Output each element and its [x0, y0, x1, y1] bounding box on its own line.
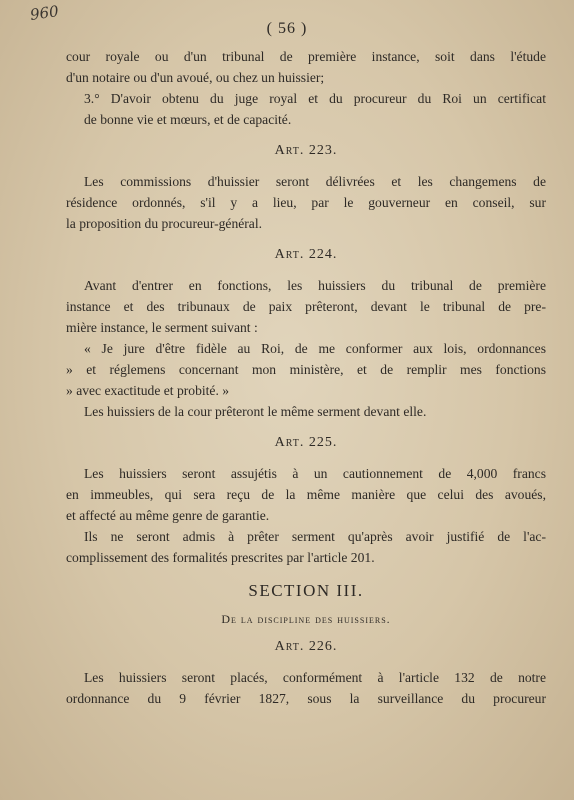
text-line: mière instance, le serment suivant :	[66, 320, 258, 335]
paragraph	[66, 667, 546, 709]
text-line: » et réglemens concernant mon ministère, et de remplir mes fonctions	[66, 362, 546, 377]
article-heading-223: Art. 223.	[274, 143, 338, 158]
text-line: Les huissiers seront assujétis à un cautionnement de 4,000 francs	[84, 466, 546, 481]
text-line: Les huissiers de la cour prêteront le même serment devant elle.	[84, 404, 427, 419]
text-line: instance et des tribunaux de paix prêteront, devant le tribunal de pre-	[66, 299, 546, 314]
text-line: de bonne vie et mœurs, et de capacité.	[84, 112, 292, 127]
text-line: Avant d'entrer en fonctions, les huissiers du tribunal de première	[84, 278, 546, 293]
paragraph	[66, 526, 546, 568]
paragraph	[66, 171, 546, 234]
paragraph	[66, 463, 546, 526]
paragraph	[66, 88, 546, 130]
paragraph	[66, 401, 546, 422]
paragraph	[66, 275, 546, 338]
text-line: 3.° D'avoir obtenu du juge royal et du procureur du Roi un certificat	[84, 91, 546, 106]
text-line: ordonnance du 9 février 1827, sous la surveillance du procureur	[66, 691, 546, 706]
text-line: Les huissiers seront placés, conformément à l'article 132 de notre	[84, 670, 546, 685]
text-line: « Je jure d'être fidèle au Roi, de me conformer aux lois, ordonnances	[84, 341, 546, 356]
document-body	[66, 46, 546, 709]
paragraph	[66, 46, 546, 88]
section-subtitle: De la discipline des huissiers.	[221, 612, 391, 626]
article-heading-225: Art. 225.	[274, 435, 338, 450]
text-line: et affecté au même genre de garantie.	[66, 508, 270, 523]
text-line: » avec exactitude et probité. »	[66, 383, 230, 398]
handwritten-folio-number: 960	[28, 2, 60, 24]
text-line: en immeubles, qui sera reçu de la même manière que celui des avoués,	[66, 487, 546, 502]
text-line: Ils ne seront admis à prêter serment qu'après avoir justifié de l'ac-	[84, 529, 546, 544]
article-heading-224: Art. 224.	[274, 247, 338, 262]
oath-quote	[66, 338, 546, 401]
text-line: complissement des formalités prescrites par l'article 201.	[66, 550, 375, 565]
section-title: SECTION III.	[248, 581, 364, 600]
text-line: d'un notaire ou d'un avoué, ou chez un huissier;	[66, 70, 325, 85]
article-heading-226: Art. 226.	[274, 639, 338, 654]
text-line: Les commissions d'huissier seront délivrées et les changemens de	[84, 174, 546, 189]
text-line: résidence ordonnés, s'il y a lieu, par le gouverneur en conseil, sur	[66, 195, 546, 210]
text-line: cour royale ou d'un tribunal de première instance, soit dans l'étude	[66, 49, 546, 64]
text-line: la proposition du procureur-général.	[66, 216, 263, 231]
page-number: ( 56 )	[266, 20, 308, 37]
